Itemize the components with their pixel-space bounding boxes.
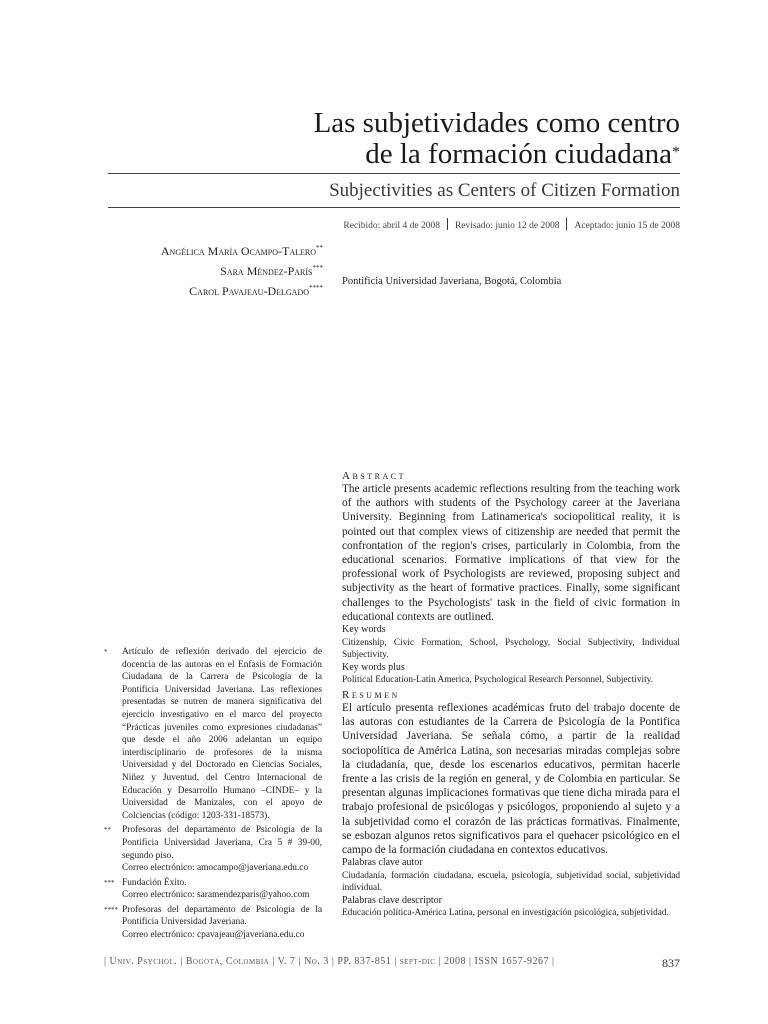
revised-date: Revisado: junio 12 de 2008 <box>454 221 560 231</box>
footnote-email: Correo electrónico: amocampo@javeriana.edu.co <box>122 863 309 874</box>
author-name: Sara Méndez-París <box>220 264 313 278</box>
footer-period: sept-dic <box>399 956 436 967</box>
title-line-1: Las subjetividades como centro <box>313 107 680 139</box>
footnote-mark: **** <box>104 905 118 914</box>
footnote <box>104 904 322 942</box>
author-list <box>108 240 323 300</box>
keywords-plus-label: Key words plus <box>342 661 405 673</box>
keywords-plus: Political Education-Latin America, Psychological Research Personnel, Subjectivity. <box>342 675 654 686</box>
footnote-mark: *** <box>104 878 115 887</box>
footnote-text: Profesoras del departamento de Psicología de la Pontificia Universidad Javeriana. <box>122 904 322 928</box>
author-footnote-mark: **** <box>309 284 323 292</box>
footer-journal: Univ. Psychol. <box>109 956 178 967</box>
date-separator <box>566 218 567 230</box>
palabras-clave-descriptor-label: Palabras clave descriptor <box>342 894 442 906</box>
footnote <box>104 824 322 874</box>
footnote <box>104 877 322 902</box>
palabras-clave-descriptor: Educación política-América Latina, personal en investigación psicológica, subjetividad. <box>342 908 669 919</box>
author <box>108 240 323 260</box>
submission-dates <box>300 218 680 231</box>
footnote-mark: * <box>104 648 108 656</box>
footer-city: Bogotá, Colombia <box>185 956 270 967</box>
footnote-text: Fundación Éxito. <box>122 877 187 888</box>
palabras-clave-autor-label: Palabras clave autor <box>342 857 423 869</box>
keywords: Citizenship, Civic Formation, School, Psychology, Social Subjectivity, Individual Subjectivity. <box>342 637 680 661</box>
palabras-clave-autor: Ciudadanía, formación ciudadana, escuela, psicología, subjetividad social, subjetividad individual. <box>342 870 680 894</box>
author-footnote-mark: *** <box>312 264 323 272</box>
resumen-text: El artículo presenta reflexiones académicas fruto del trabajo docente de las autoras con estudiantes de la Carrera de Psicología de la Pontifica Universidad Javeriana. Se señala cómo, a partir de la realidad sociopolítica de América Latina, son necesarias miradas complejas sobre la ciudadanía, que, desde los escenarios educativos, permitan hacerle frente a las crisis de la región en general, y de Colombia en particular. Se presentan algunas implicaciones formativas que tiene dicha mirada para el trabajo profesional de psicólogas y psicólogos, proponiendo al sujeto y a la subjetividad como el corazón de las prácticas formativas. Finalmente, se esbozan algunos retos significativos para el quehacer psicológico en el campo de la formación ciudadana en contextos educativos. <box>342 702 680 857</box>
resumen-section <box>342 689 680 920</box>
article-title <box>240 108 680 170</box>
keywords-label: Key words <box>342 624 386 636</box>
footnote-email: Correo electrónico: saramendezparis@yahoo.com <box>122 890 310 901</box>
author-name: Carol Pavajeau-Delgado <box>189 284 309 298</box>
abstract-section <box>342 470 680 687</box>
english-subtitle: Subjectivities as Centers of Citizen Formation <box>329 180 680 201</box>
footer-issn: ISSN 1657-9267 <box>474 956 550 967</box>
received-date: Recibido: abril 4 de 2008 <box>343 221 440 231</box>
page-footer <box>104 956 680 970</box>
author-footnote-mark: ** <box>316 244 323 252</box>
footnote-mark: ** <box>104 826 111 835</box>
footer-volume: V. 7 <box>277 956 296 967</box>
footnote-text: Profesoras del departamento de Psicología de la Pontificia Universidad Javeriana, Cra 5 # 39-00, segundo piso. <box>122 825 322 861</box>
title-line-2: de la formación ciudadana <box>365 138 672 170</box>
author-name: Angélica María Ocampo-Talero <box>160 244 316 258</box>
abstract-text: The article presents academic reflections resulting from the teaching work of the authors with students of the Psychology career at the Javeriana University. Beginning from Latinamerica's sociopolitical reality, it is pointed out that complex views of citizenship are needed that permit the confrontation of the region's crises, particularly in Colombia, from the educational scenarios. Formative implications of that view for the professional work of Psychologists are reviewed, proposing subject and subjectivity as the heart of formative practices. Finally, some significant challenges to the Psychologists' task in the field of civic formation in educational contexts are outlined. <box>342 483 680 623</box>
affiliation: Pontificia Universidad Javeriana, Bogotá, Colombia <box>342 276 562 287</box>
author <box>108 280 323 300</box>
subtitle-rule <box>108 207 680 208</box>
footnotes <box>104 646 322 942</box>
title-footnote-mark: * <box>672 144 680 161</box>
abstract-heading: Abstract <box>342 470 406 482</box>
footer-year: 2008 <box>443 956 466 967</box>
running-footer: | Univ. Psychol. | Bogotá, Colombia | V. 7 | No. 3 | PP. 837-851 | sept-dic | 2008 | ISSN 1657-9267 | <box>104 956 555 967</box>
page-number: 837 <box>662 956 680 970</box>
footer-pages: PP. 837-851 <box>337 956 392 967</box>
footnote <box>104 646 322 822</box>
title-rule <box>108 173 680 174</box>
resumen-heading: Resumen <box>342 689 400 701</box>
accepted-date: Aceptado: junio 15 de 2008 <box>574 221 680 231</box>
author <box>108 260 323 280</box>
footer-number: No. 3 <box>304 956 329 967</box>
footnote-text: Artículo de reflexión derivado del ejercicio de docencia de las autoras en el Enfasis de Formación Ciudadana de la Carrera de Psicología de la Pontificia Universidad Javeriana. Las reflexiones presentadas se nutren de manera significativa del ejercicio investigativo en el marco del proyecto “Prácticas juveniles como expresiones ciudadanas” que desde el año 2006 adelantan un equipo interdisciplinario de profesores de la misma Universidad y del Doctorado en Ciencias Sociales, Niñez y Juventud, del Centro Internacional de Educación y Desarrollo Humano –CINDE– y la Universidad de Manizales, con el apoyo de Colciencias (código: 1203-331-18573). <box>122 647 322 821</box>
footnote-email: Correo electrónico: cpavajeau@javeriana.edu.co <box>122 930 305 941</box>
date-separator <box>447 218 448 230</box>
